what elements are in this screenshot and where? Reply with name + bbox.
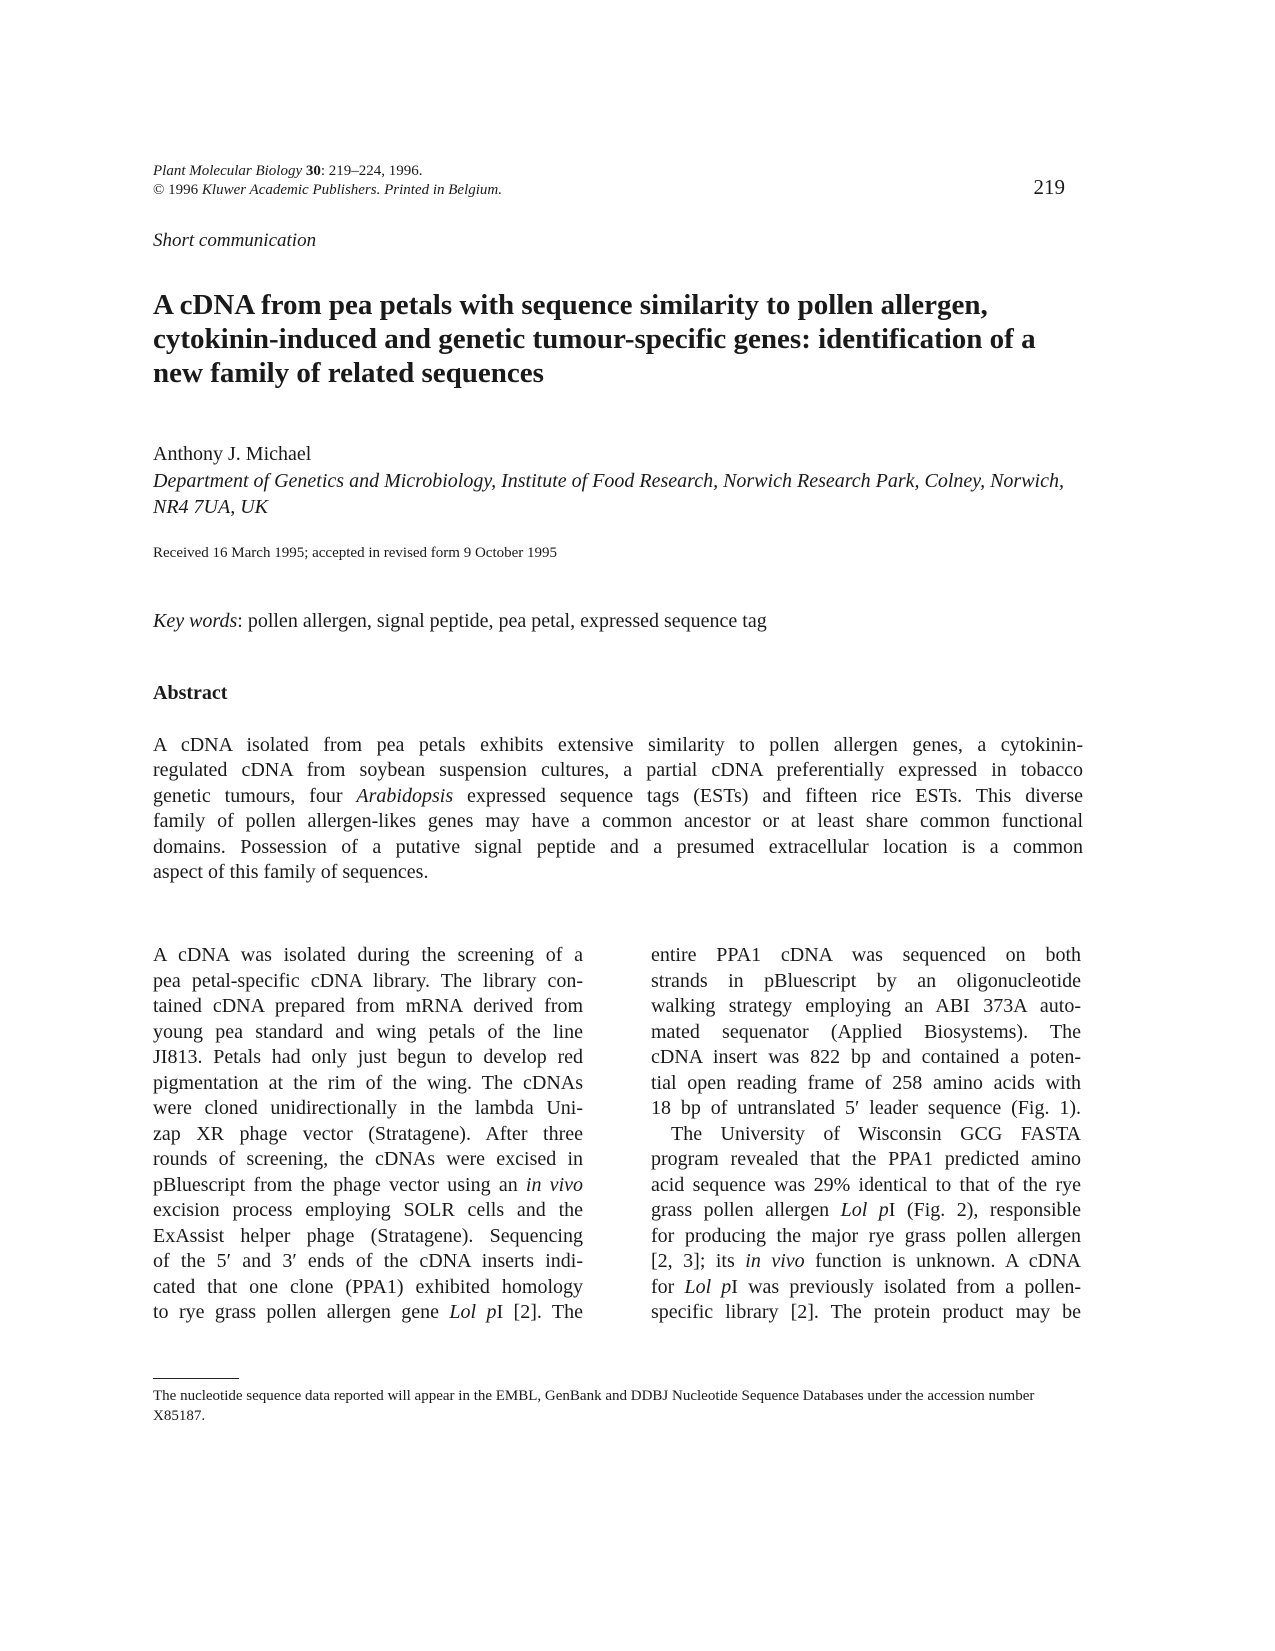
body-line [651, 1275, 1081, 1301]
footnote: The nucleotide sequence data reported will appear in the EMBL, GenBank and DDBJ Nucleotide Sequence Databases under the accession number X85187. [153, 1388, 1035, 1424]
body-line-segment: in vivo [525, 1173, 583, 1196]
body-line [153, 1147, 583, 1173]
body-line [651, 943, 1081, 969]
body-line [153, 1020, 583, 1046]
body-line-segment: acid sequence was 29% identical to that of the rye [651, 1173, 1081, 1196]
body-line-segment: Lol p [840, 1199, 889, 1221]
body-line [153, 1071, 583, 1097]
body-line [153, 969, 583, 995]
article-title: A cDNA from pea petals with sequence similarity to pollen allergen, cytokinin-induced and genetic tumour-specific genes: identification of a new family of related sequences [153, 289, 1036, 389]
body-line-segment: pigmentation at the rim of the wing. The cDNAs [153, 1071, 583, 1094]
abstract-body [153, 733, 1083, 885]
body-line-segment: Lol p [449, 1301, 497, 1323]
body-line-segment: grass pollen allergen [651, 1199, 841, 1221]
body-line [153, 1249, 583, 1275]
body-line [153, 1173, 583, 1199]
abstract-line-segment: domains. Possession of a putative signal peptide and a presumed extracellular location is a common [153, 835, 1083, 858]
body-line-segment: for producing the major rye grass pollen allergen [651, 1224, 1081, 1247]
body-line-segment: to rye grass pollen allergen gene [153, 1301, 450, 1323]
body-line [651, 1071, 1081, 1097]
body-line-segment: walking strategy employing an ABI 373A auto- [651, 995, 1081, 1017]
body-line-segment: rounds of screening, the cDNAs were excised in [153, 1148, 583, 1170]
body-line-segment: A cDNA was isolated during the screening of a [153, 944, 583, 966]
footnote-divider [153, 1378, 239, 1379]
body-line-segment: function is unknown. A cDNA [804, 1250, 1081, 1272]
copyright-year: 1996 [168, 182, 199, 198]
body-line [651, 1096, 1081, 1122]
abstract-line-segment: A cDNA isolated from pea petals exhibits extensive similarity to pollen allergen genes, a cytokinin- [153, 734, 1083, 756]
body-line-segment: cDNA insert was 822 bp and contained a poten- [651, 1046, 1081, 1068]
body-column-right [651, 943, 1081, 1326]
body-line-segment: cated that one clone (PPA1) exhibited homology [153, 1275, 583, 1298]
body-line [651, 1147, 1081, 1173]
body-line [153, 1300, 583, 1326]
body-line-segment: Lol p [684, 1275, 732, 1298]
body-line [153, 994, 583, 1020]
copyright-symbol: © [153, 182, 165, 198]
body-line-segment: zap XR phage vector (Stratagene). After three [153, 1122, 583, 1145]
body-line [651, 1020, 1081, 1046]
body-line [651, 1122, 1081, 1148]
body-line-segment: excision process employing SOLR cells and the [153, 1199, 583, 1221]
author-name: Anthony J. Michael [153, 443, 312, 465]
body-line-segment: JI813. Petals had only just begun to develop red [153, 1046, 583, 1068]
body-line [651, 1173, 1081, 1199]
abstract-line [153, 860, 1083, 885]
body-line-segment: strands in pBluescript by an oligonucleotide [651, 969, 1081, 992]
page-number: 219 [1033, 175, 1065, 199]
body-column-left [153, 943, 583, 1326]
abstract-line-segment: expressed sequence tags (ESTs) and fifteen rice ESTs. This diverse [453, 784, 1083, 807]
body-line [651, 994, 1081, 1020]
body-line [153, 1198, 583, 1224]
journal-name: Plant Molecular Biology [153, 163, 303, 179]
body-line-segment: entire PPA1 cDNA was sequenced on both [651, 944, 1081, 966]
body-line-segment: 18 bp of untranslated 5′ leader sequence (Fig. 1). [651, 1097, 1081, 1119]
body-line [153, 1224, 583, 1250]
abstract-line [153, 835, 1083, 860]
body-line [651, 1224, 1081, 1250]
body-line [651, 1198, 1081, 1224]
keywords-text: : pollen allergen, signal peptide, pea petal, expressed sequence tag [237, 610, 767, 632]
body-line [651, 969, 1081, 995]
abstract-line-segment: regulated cDNA from soybean suspension cultures, a partial cDNA preferentially expressed in tobacco [153, 759, 1083, 782]
abstract-line-segment: Arabidopsis [356, 784, 454, 807]
body-line-segment: of the 5′ and 3′ ends of the cDNA inserts indi- [153, 1250, 583, 1272]
body-line-segment: in vivo [745, 1250, 805, 1272]
body-line-segment: pBluescript from the phage vector using an [153, 1173, 526, 1196]
body-line-segment: were cloned unidirectionally in the lambda Uni- [153, 1097, 583, 1119]
journal-citation [153, 162, 502, 200]
body-line-segment: specific library [2]. The protein product may be [651, 1301, 1081, 1323]
author-affiliation: Department of Genetics and Microbiology, Institute of Food Research, Norwich Research Park, Colney, Norwich, NR4 7UA, UK [153, 470, 1064, 518]
abstract-line-segment: family of pollen allergen-likes genes may have a common ancestor or at least share common functional [153, 810, 1083, 833]
body-line-segment: The University of Wisconsin GCG FASTA [671, 1122, 1081, 1145]
body-line [153, 1122, 583, 1148]
abstract-line-segment: genetic tumours, four [153, 784, 357, 807]
body-line-segment: I [2]. The [496, 1301, 583, 1323]
body-line-segment: tained cDNA prepared from mRNA derived from [153, 995, 583, 1017]
body-line-segment: tial open reading frame of 258 amino acids with [651, 1071, 1081, 1094]
journal-line-1 [153, 162, 502, 181]
body-line-segment: I was previously isolated from a pollen- [731, 1275, 1081, 1298]
abstract-heading: Abstract [153, 682, 228, 704]
journal-pages-year: : 219–224, 1996. [320, 163, 423, 179]
body-line-segment: pea petal-specific cDNA library. The library con- [153, 969, 583, 992]
abstract-line [153, 733, 1083, 758]
body-line-segment: mated sequenator (Applied Biosystems). The [651, 1020, 1081, 1043]
body-line-segment: program revealed that the PPA1 predicted amino [651, 1148, 1081, 1170]
journal-line-2 [153, 181, 502, 200]
body-line-segment: young pea standard and wing petals of the line [153, 1020, 583, 1043]
journal-volume: 30 [305, 163, 321, 179]
body-line [153, 1096, 583, 1122]
keywords-label: Key words [153, 610, 238, 632]
body-line [153, 1275, 583, 1301]
abstract-line [153, 809, 1083, 834]
body-line-segment: for [651, 1275, 685, 1298]
abstract-line [153, 784, 1083, 809]
abstract-line-segment: aspect of this family of sequences. [153, 860, 429, 883]
body-line [651, 1249, 1081, 1275]
body-line [153, 943, 583, 969]
article-type: Short communication [153, 230, 317, 251]
body-line-segment: I (Fig. 2), responsible [888, 1199, 1081, 1221]
body-line [651, 1045, 1081, 1071]
abstract-line [153, 758, 1083, 783]
publisher: Kluwer Academic Publishers. Printed in Belgium. [201, 182, 503, 198]
body-line-segment: ExAssist helper phage (Stratagene). Sequencing [153, 1224, 583, 1247]
body-line-segment: [2, 3]; its [651, 1250, 746, 1272]
body-line [153, 1045, 583, 1071]
keywords [153, 610, 767, 633]
received-dates: Received 16 March 1995; accepted in revised form 9 October 1995 [153, 545, 558, 561]
body-line [651, 1300, 1081, 1326]
